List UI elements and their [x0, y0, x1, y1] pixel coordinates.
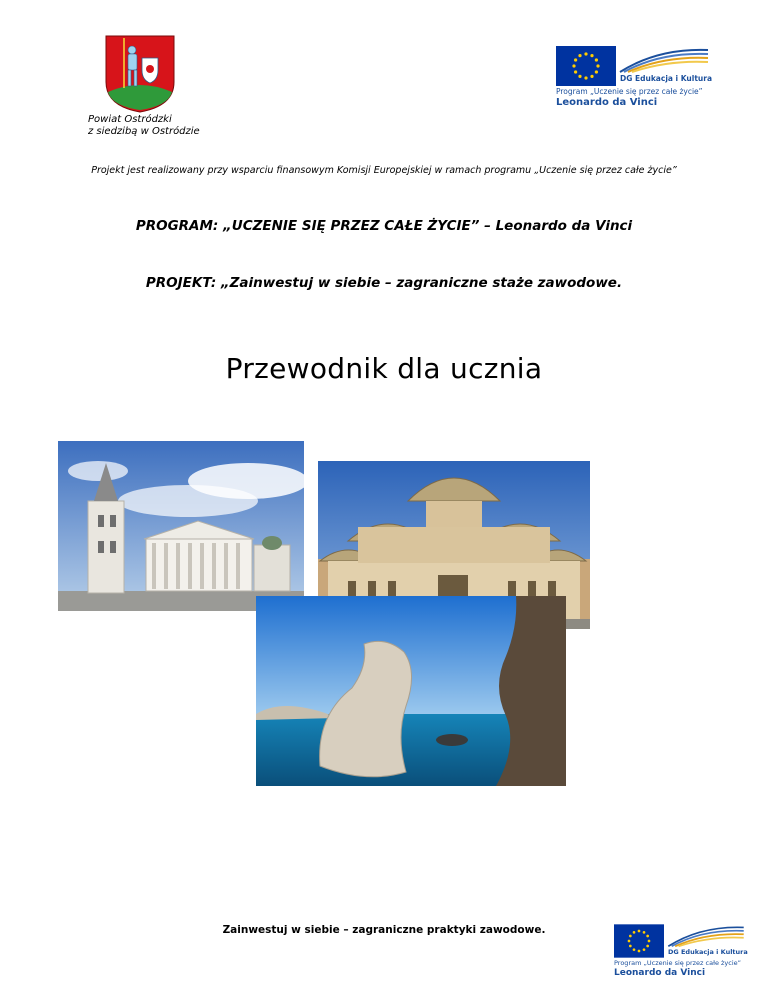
- leonardo-label: Leonardo da Vinci: [556, 97, 658, 108]
- eu-star-icon: [574, 58, 577, 61]
- eu-star-icon: [584, 52, 587, 55]
- eu-flag-icon: [614, 924, 664, 958]
- wave-swoosh-icon: [666, 924, 746, 948]
- project-heading: PROJEKT: „Zainwestuj w siebie – zagraniczne staże zawodowe.: [145, 275, 623, 291]
- eu-flag-icon: [556, 46, 616, 86]
- eu-star-icon: [590, 54, 593, 57]
- dg-label: DG Edukacja i Kultura: [620, 74, 713, 83]
- program-label: Program „Uczenie się przez całe życie”: [556, 87, 703, 96]
- coastal-rock-photo: [256, 596, 566, 786]
- county-name: Powiat Ostródzki: [88, 114, 172, 125]
- eu-star-icon: [629, 945, 632, 948]
- eu-star-icon: [629, 935, 632, 938]
- eu-star-icon: [633, 948, 636, 951]
- eu-star-icon: [643, 931, 646, 934]
- eu-star-icon: [628, 940, 631, 943]
- eu-star-icon: [596, 64, 599, 67]
- eu-star-icon: [643, 948, 646, 951]
- eu-star-icon: [572, 64, 575, 67]
- eu-leonardo-logo-footer: [614, 924, 748, 982]
- eu-star-icon: [578, 75, 581, 78]
- wave-swoosh-icon: [618, 46, 710, 74]
- eu-star-icon: [595, 58, 598, 61]
- eu-star-icon: [638, 930, 641, 933]
- eu-star-icon: [584, 76, 587, 79]
- eu-star-icon: [578, 54, 581, 57]
- eu-star-icon: [574, 70, 577, 73]
- program-heading: PROGRAM: „UCZENIE SIĘ PRZEZ CAŁE ŻYCIE” – Leonardo da Vinci: [135, 218, 633, 234]
- program-label: Program „Uczenie się przez całe życie”: [614, 959, 742, 967]
- eu-star-icon: [646, 935, 649, 938]
- eu-leonardo-logo: [556, 46, 716, 108]
- leonardo-label: Leonardo da Vinci: [614, 968, 706, 978]
- eu-star-icon: [590, 75, 593, 78]
- vilnius-cathedral-photo: [58, 441, 304, 611]
- eu-star-icon: [648, 940, 651, 943]
- coat-of-arms-icon: [104, 34, 176, 114]
- support-statement: Projekt jest realizowany przy wsparciu finansowym Komisji Europejskiej w ramach programu „Uczenie się przez całe życie”: [91, 165, 677, 176]
- eu-star-icon: [595, 70, 598, 73]
- county-seat: z siedzibą w Ostródzie: [88, 126, 200, 137]
- eu-star-icon: [633, 931, 636, 934]
- eu-star-icon: [646, 945, 649, 948]
- eu-star-icon: [638, 950, 641, 953]
- dg-label: DG Edukacja i Kultura: [668, 948, 748, 956]
- footer-project-name: Zainwestuj w siebie – zagraniczne praktyki zawodowe.: [222, 924, 546, 936]
- document-title: Przewodnik dla ucznia: [225, 352, 543, 385]
